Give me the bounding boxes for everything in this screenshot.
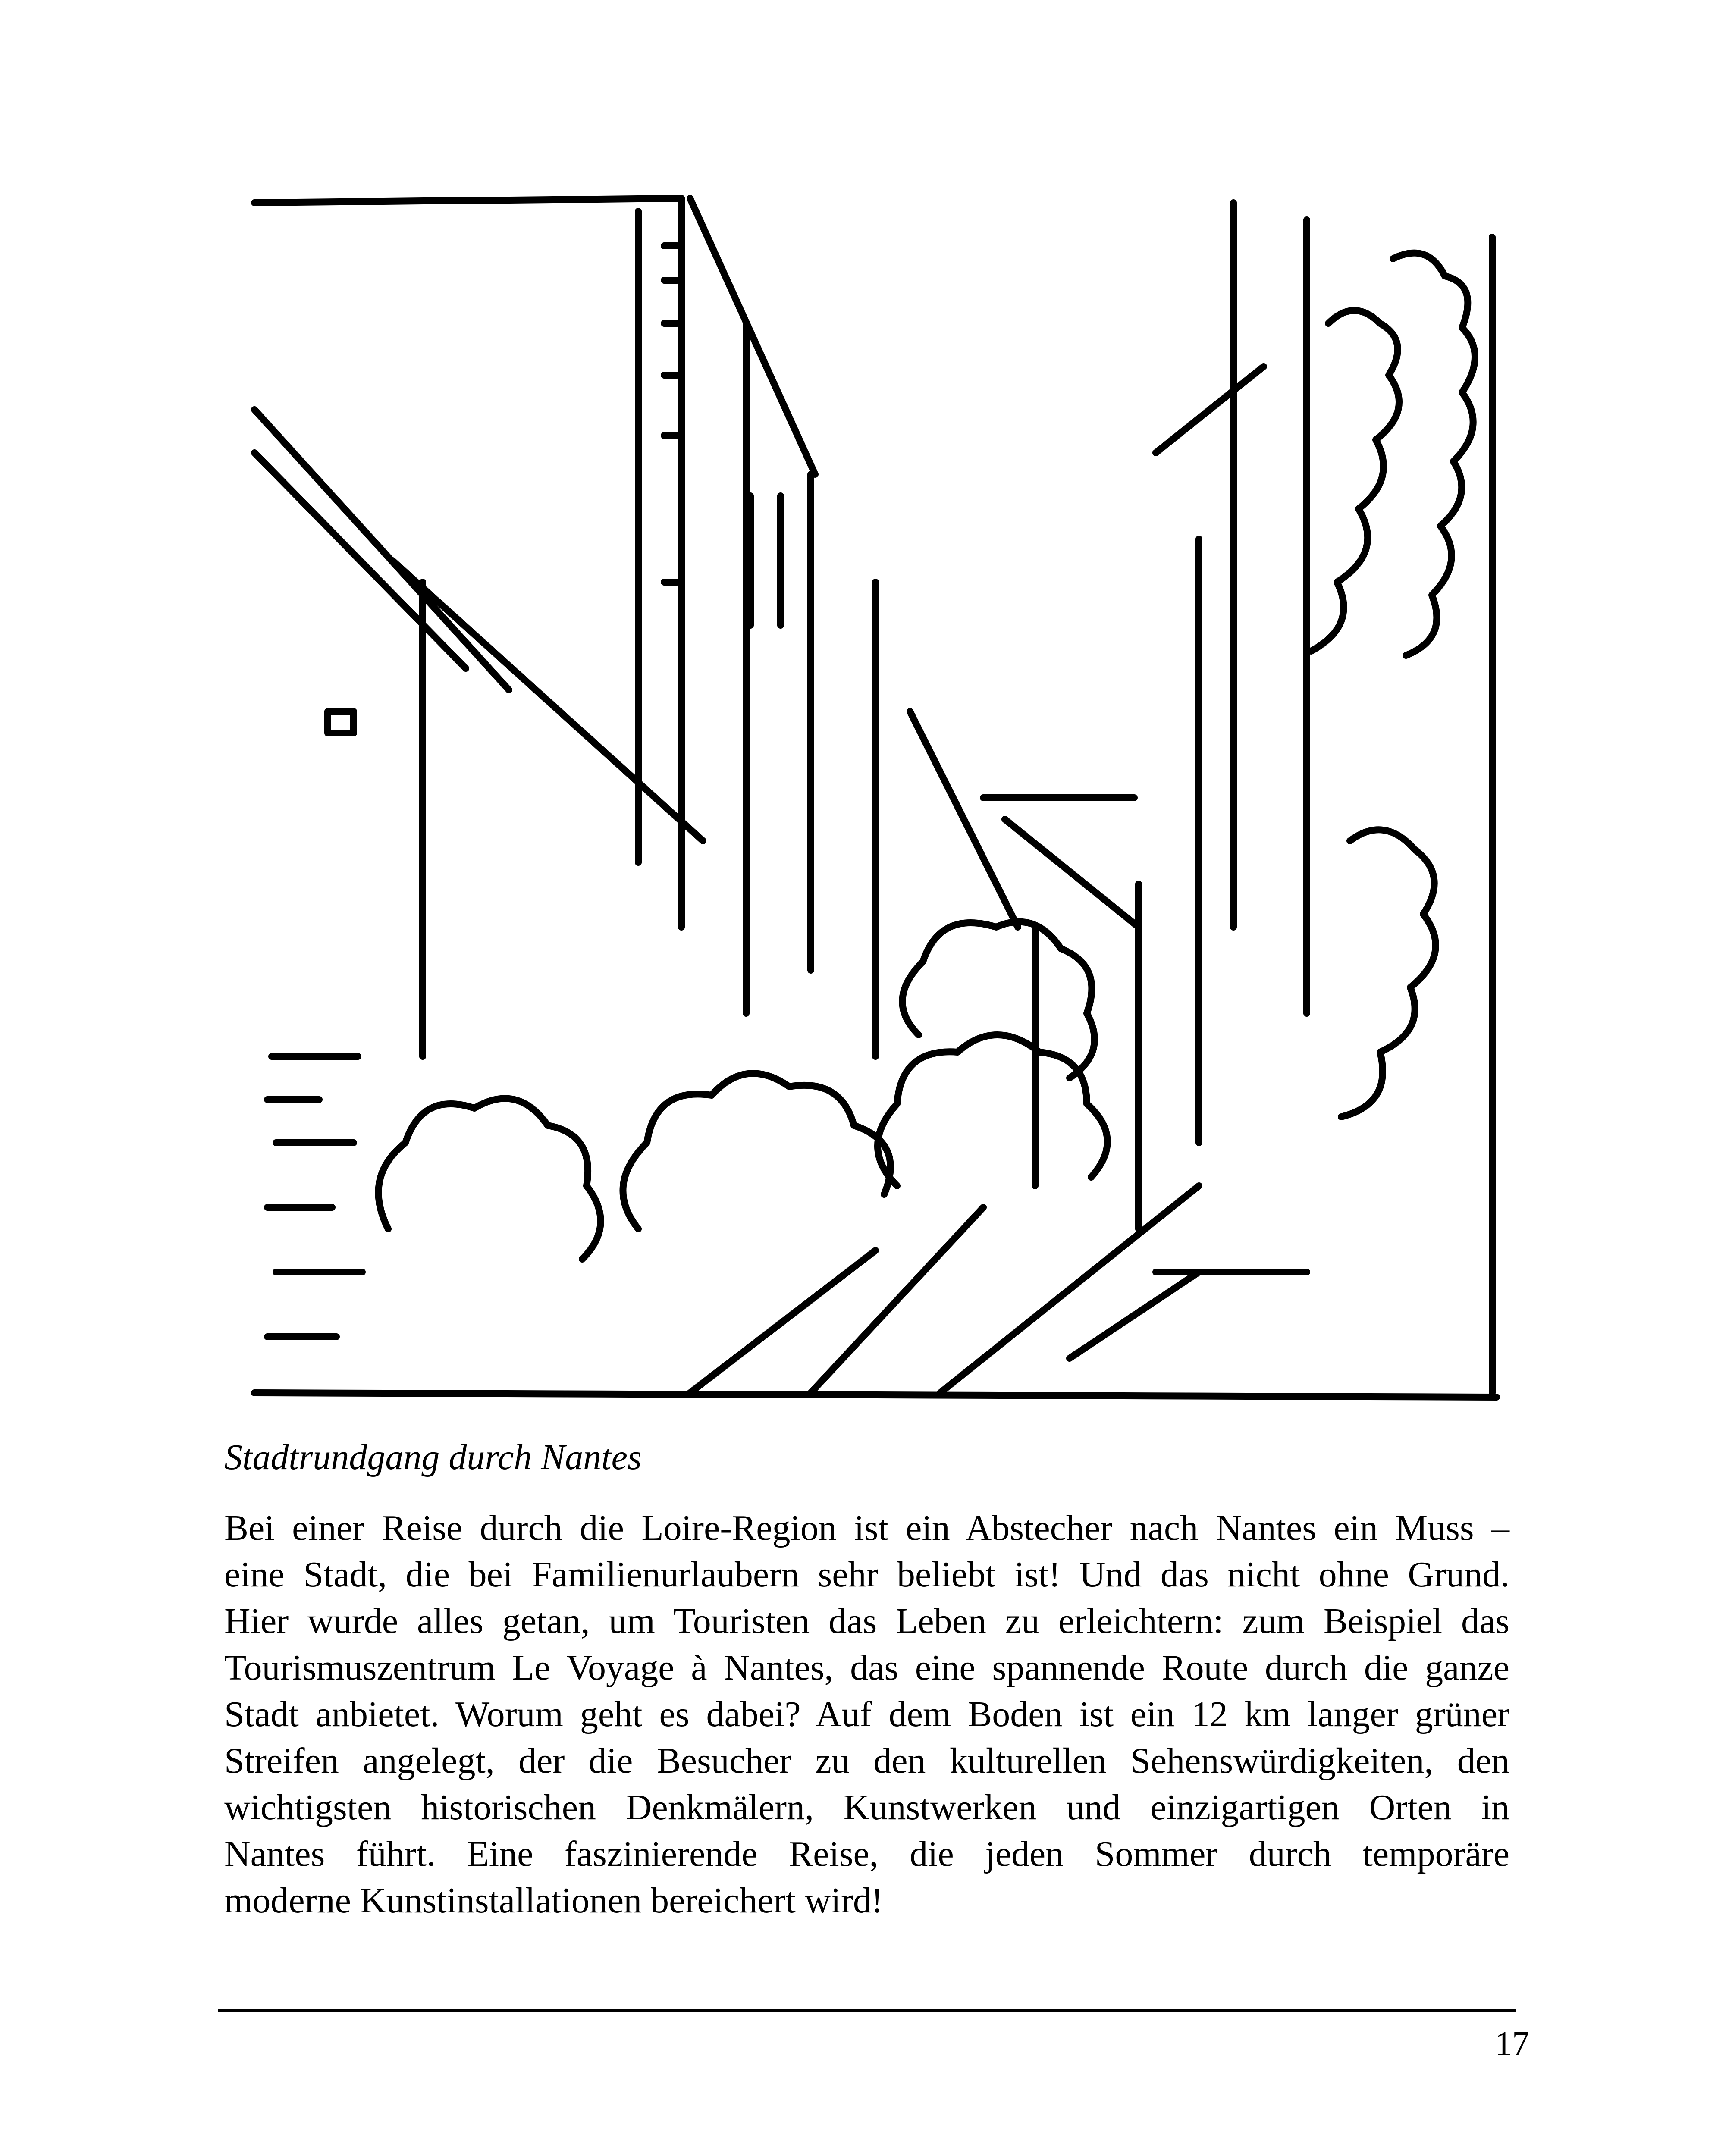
paragraph-line: Tourismuszentrum Le Voyage à Nantes, das eine spannende Route durch die ganze [224, 1648, 1509, 1688]
paragraph-line: Streifen angelegt, der die Besucher zu den kulturellen Sehenswürdigkeiten, den [224, 1741, 1509, 1781]
paragraph-line: wichtigsten historischen Denkmälern, Kunstwerken und einzigartigen Orten in [224, 1787, 1509, 1827]
street-scene-sketch-icon [250, 194, 1501, 1401]
figure-caption: Stadtrundgang durch Nantes [224, 1437, 642, 1477]
paragraph-line: Nantes führt. Eine faszinierende Reise, die jeden Sommer durch temporäre [224, 1834, 1509, 1874]
paragraph-line: moderne Kunstinstallationen bereichert wird! [224, 1880, 883, 1921]
body-paragraph [224, 1505, 1509, 1924]
paragraph-line: Bei einer Reise durch die Loire-Region ist ein Abstecher nach Nantes ein Muss – [224, 1508, 1509, 1548]
paragraph-line: Stadt anbietet. Worum geht es dabei? Auf dem Boden ist ein 12 km langer grüner [224, 1694, 1509, 1734]
paragraph-line: eine Stadt, die bei Familienurlaubern sehr beliebt ist! Und das nicht ohne Grund. [224, 1554, 1509, 1595]
footer-divider [218, 2009, 1516, 2012]
page-number: 17 [1495, 2025, 1529, 2063]
street-scene-illustration [250, 194, 1501, 1401]
paragraph-line: Hier wurde alles getan, um Touristen das Leben zu erleichtern: zum Beispiel das [224, 1601, 1509, 1641]
